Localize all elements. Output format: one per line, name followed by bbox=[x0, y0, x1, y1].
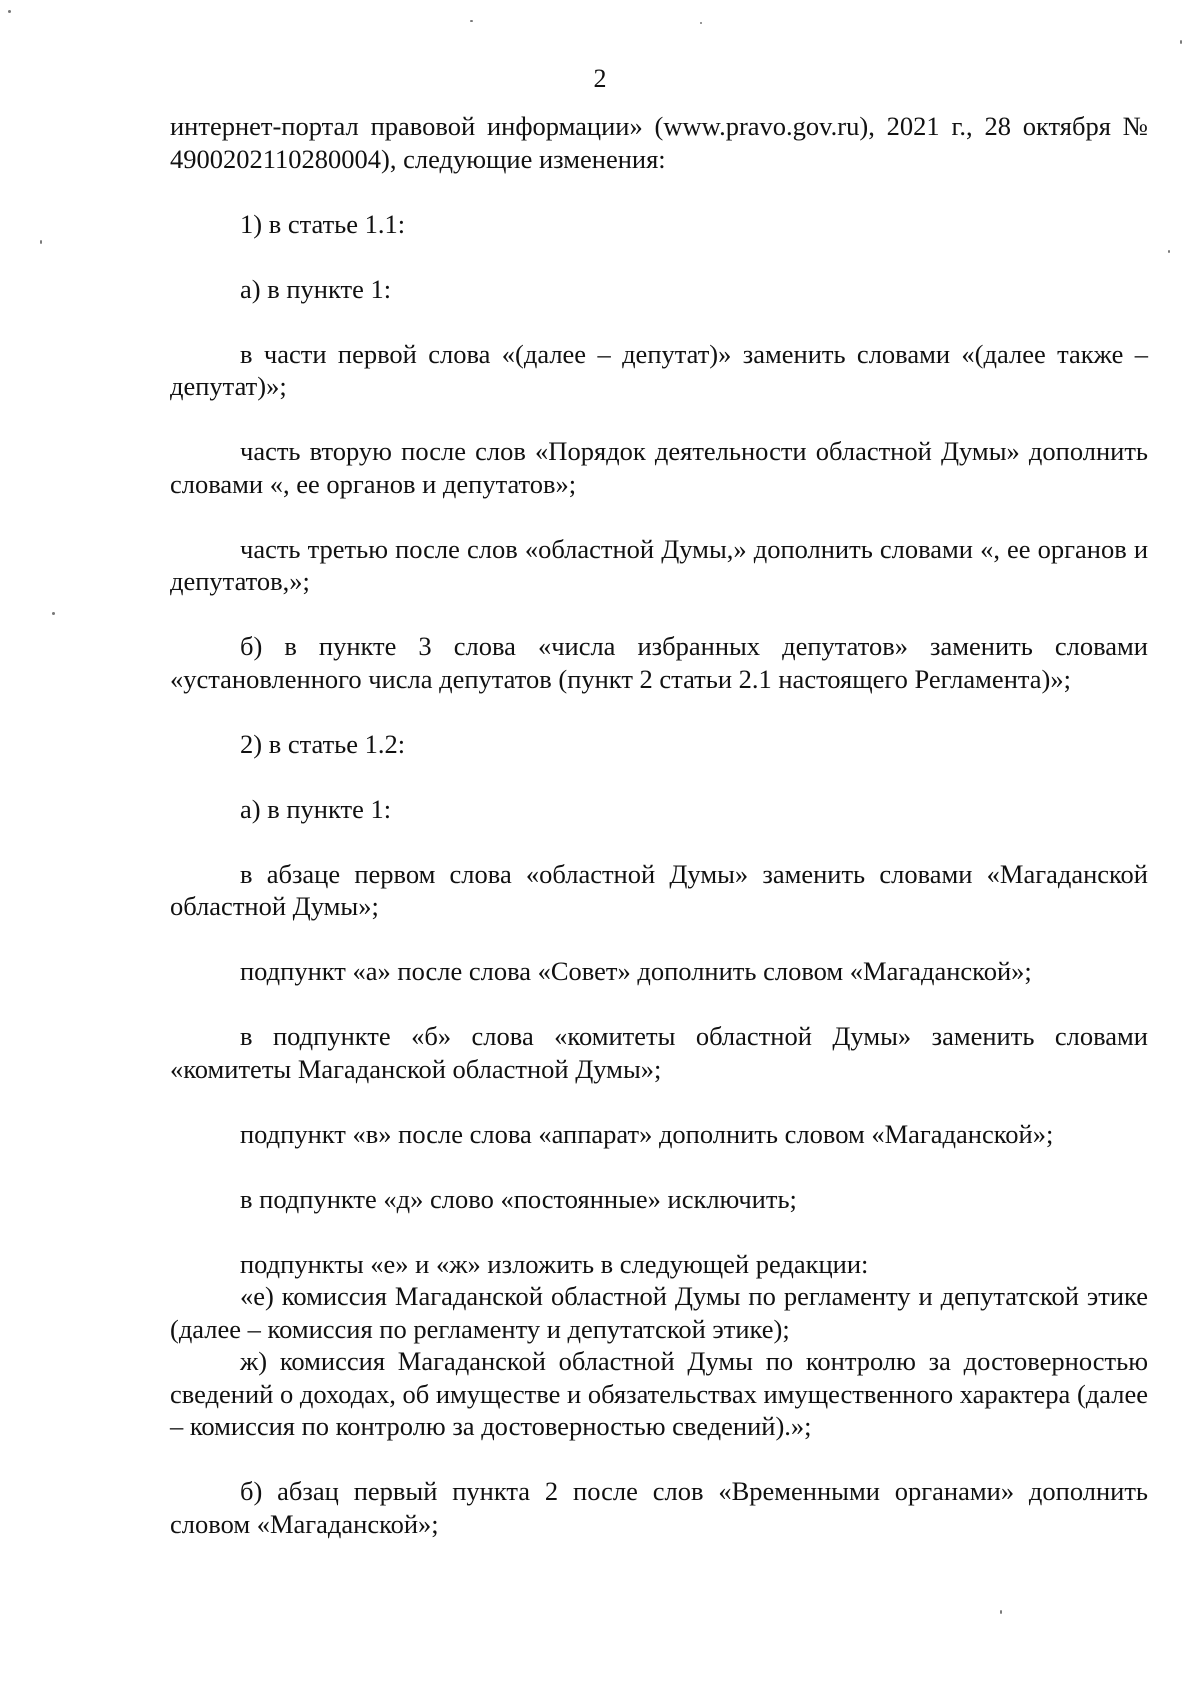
paragraph-item-2: 2) в статье 1.2: bbox=[240, 728, 406, 759]
paragraph-quoted-item-zh: ж) комиссия Магаданской областной Думы по контролю за достоверностью сведений о доходах, об имуществе и обязательствах имущественного характера (далее – комиссия по контролю за достоверностью сведений).»; bbox=[170, 1346, 1148, 1441]
paragraph-amendment: подпункт «в» после слова «аппарат» дополнить словом «Магаданской»; bbox=[240, 1118, 1054, 1149]
scan-speck bbox=[52, 612, 55, 615]
paragraph-amendment: в части первой слова «(далее – депутат)» заменить словами «(далее также – депутат)»; bbox=[170, 338, 1148, 401]
paragraph-amendment: в подпункте «б» слова «комитеты областной Думы» заменить словами «комитеты Магаданской областной Думы»; bbox=[170, 1021, 1148, 1084]
scan-speck bbox=[40, 240, 42, 244]
paragraph-item-1: 1) в статье 1.1: bbox=[240, 208, 406, 239]
scan-speck bbox=[1168, 250, 1170, 253]
paragraph-subitem-b: б) в пункте 3 слова «числа избранных депутатов» заменить словами «установленного числа депутатов (пункт 2 статьи 2.1 настоящего Регламента)»; bbox=[170, 631, 1148, 694]
paragraph-amendment: в абзаце первом слова «областной Думы» заменить словами «Магаданской областной Думы»; bbox=[170, 858, 1148, 921]
paragraph-amendment-intro: подпункты «е» и «ж» изложить в следующей редакции: bbox=[240, 1248, 869, 1279]
paragraph-subitem-a: а) в пункте 1: bbox=[240, 793, 392, 824]
scan-speck bbox=[700, 22, 702, 24]
scan-speck bbox=[1180, 40, 1182, 44]
paragraph-continuation: интернет-портал правовой информации» (www.pravo.gov.ru), 2021 г., 28 октября № 4900202110280004), следующие изменения: bbox=[170, 111, 1148, 174]
paragraph-amendment: часть вторую после слов «Порядок деятельности областной Думы» дополнить словами «, ее органов и депутатов»; bbox=[170, 436, 1148, 499]
scan-speck bbox=[8, 10, 11, 13]
paragraph-amendment: в подпункте «д» слово «постоянные» исключить; bbox=[240, 1183, 797, 1214]
page-number: 2 bbox=[593, 64, 607, 93]
paragraph-amendment: часть третью после слов «областной Думы,» дополнить словами «, ее органов и депутатов,»; bbox=[170, 533, 1148, 596]
document-body bbox=[170, 110, 1148, 1540]
paragraph-subitem-a: а) в пункте 1: bbox=[240, 273, 392, 304]
scan-speck bbox=[470, 20, 473, 22]
paragraph-subitem-b: б) абзац первый пункта 2 после слов «Временными органами» дополнить словом «Магаданской»; bbox=[170, 1476, 1148, 1539]
paragraph-quoted-item-e: «е) комиссия Магаданской областной Думы по регламенту и депутатской этике (далее – комиссия по регламенту и депутатской этике); bbox=[170, 1281, 1148, 1344]
paragraph-amendment: подпункт «а» после слова «Совет» дополнить словом «Магаданской»; bbox=[240, 956, 1032, 986]
scan-speck bbox=[1000, 1610, 1002, 1614]
